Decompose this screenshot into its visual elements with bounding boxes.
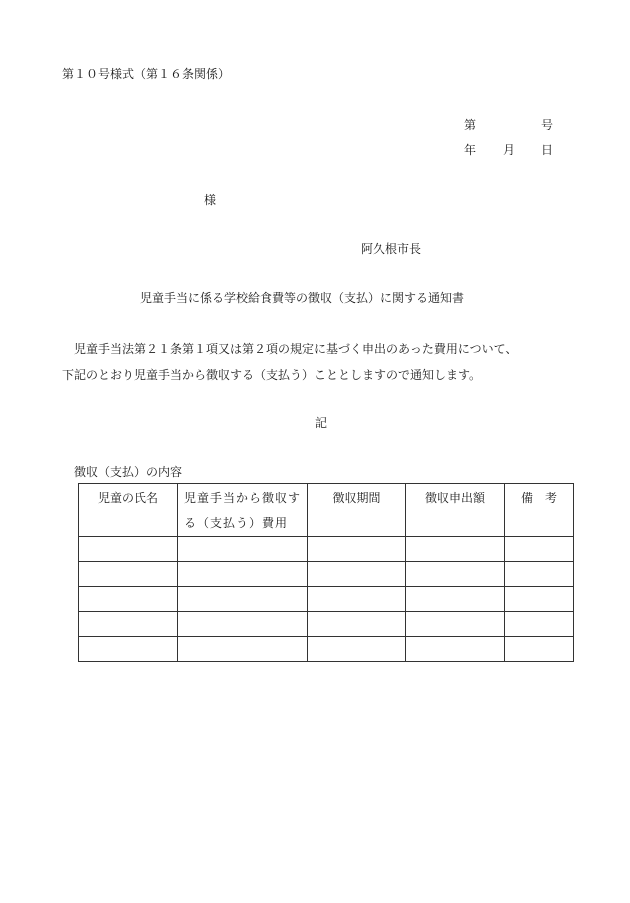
table-cell[interactable] — [79, 537, 178, 562]
table-cell[interactable] — [178, 612, 308, 637]
date-year: 年 — [464, 143, 477, 157]
table-header-row — [79, 484, 574, 537]
table-cell[interactable] — [406, 562, 505, 587]
table-cell[interactable] — [308, 587, 406, 612]
table-cell[interactable] — [505, 637, 574, 662]
table-row — [79, 537, 574, 562]
header-period: 徴収期間 — [308, 484, 406, 537]
table-cell[interactable] — [406, 637, 505, 662]
date-day: 日 — [541, 143, 554, 157]
table-cell[interactable] — [505, 562, 574, 587]
table-cell[interactable] — [505, 612, 574, 637]
issuer-name: 阿久根市長 — [361, 242, 422, 256]
table-cell[interactable] — [79, 612, 178, 637]
table-cell[interactable] — [308, 562, 406, 587]
table-cell[interactable] — [406, 587, 505, 612]
table-cell[interactable] — [79, 637, 178, 662]
header-child-name: 児童の氏名 — [79, 484, 178, 537]
table-cell[interactable] — [406, 612, 505, 637]
table-cell[interactable] — [79, 562, 178, 587]
table-cell[interactable] — [79, 587, 178, 612]
table-cell[interactable] — [178, 562, 308, 587]
date-month: 月 — [503, 143, 516, 157]
collection-detail-table — [78, 483, 574, 662]
document-title: 児童手当に係る学校給食費等の徴収（支払）に関する通知書 — [140, 291, 465, 305]
recipient-suffix: 様 — [204, 193, 217, 207]
table-row — [79, 587, 574, 612]
table-cell[interactable] — [308, 537, 406, 562]
table-cell[interactable] — [178, 587, 308, 612]
form-label: 第１０号様式（第１６条関係） — [62, 67, 231, 81]
table-cell[interactable] — [178, 537, 308, 562]
table-cell[interactable] — [505, 587, 574, 612]
table-row — [79, 612, 574, 637]
table-cell[interactable] — [308, 612, 406, 637]
header-amount: 徴収申出額 — [406, 484, 505, 537]
header-expense: 児童手当から徴収する（支払う）費用 — [178, 484, 308, 537]
table-cell[interactable] — [406, 537, 505, 562]
body-line-1: 児童手当法第２１条第１項又は第２項の規定に基づく申出のあった費用について、 — [74, 342, 518, 356]
doc-number-suffix: 号 — [541, 118, 554, 132]
ki-marker: 記 — [315, 416, 328, 430]
table-caption: 徴収（支払）の内容 — [74, 465, 183, 479]
table-cell[interactable] — [308, 637, 406, 662]
table-row — [79, 637, 574, 662]
header-remarks: 備 考 — [505, 484, 574, 537]
doc-number-prefix: 第 — [464, 118, 477, 132]
table-cell[interactable] — [178, 637, 308, 662]
table-row — [79, 562, 574, 587]
table-cell[interactable] — [505, 537, 574, 562]
body-line-2: 下記のとおり児童手当から徴収する（支払う）こととしますので通知します。 — [62, 368, 482, 382]
